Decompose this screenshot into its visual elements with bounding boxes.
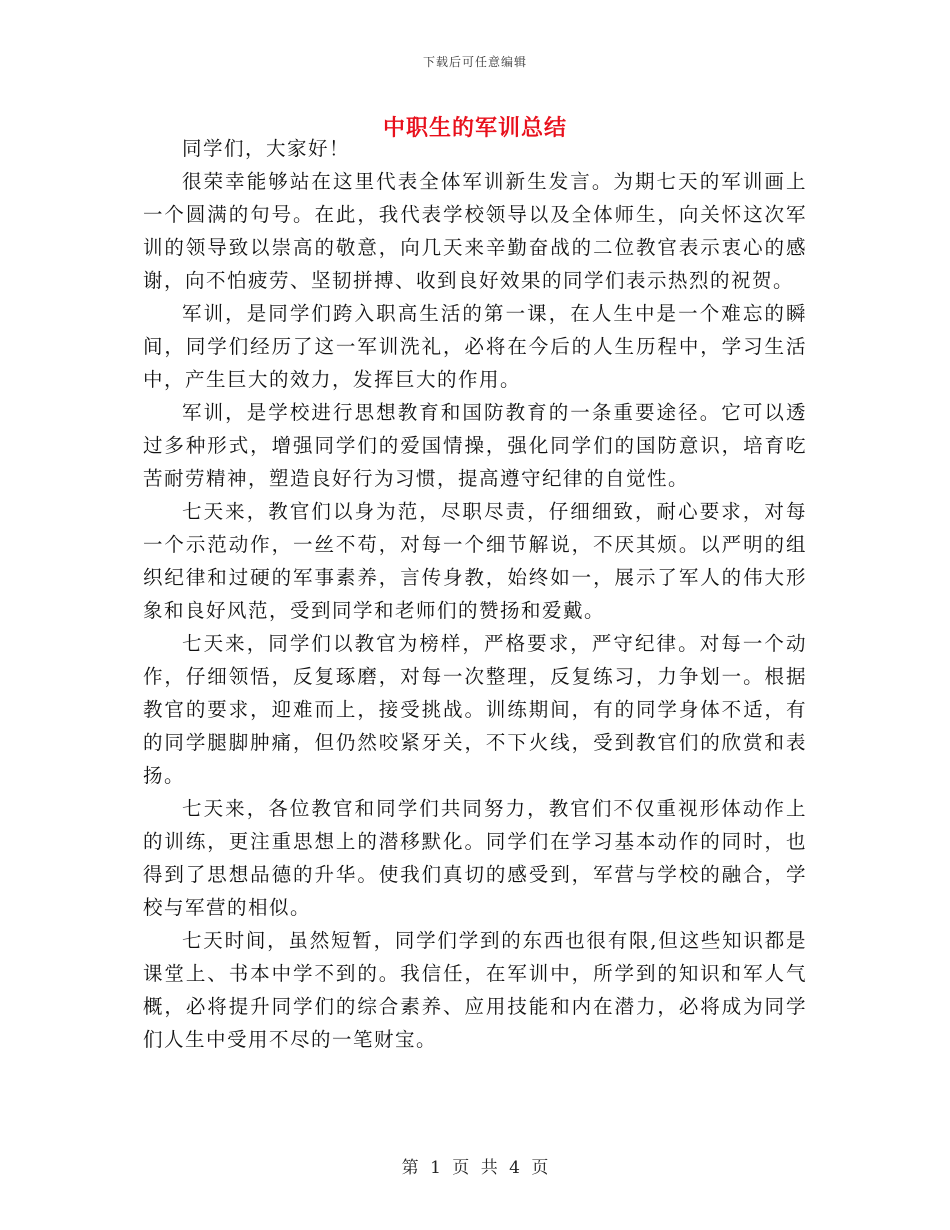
- paragraph-4: 七天来，教官们以身为范，尽职尽责，仔细细致，耐心要求，对每一个示范动作，一丝不苟，对每一个细节解说，不厌其烦。以严明的组织纪律和过硬的军事素养，言传身教，始终如一，展示了军人的伟大形象和良好风范，受到同学和老师们的赞扬和爱戴。: [143, 500, 807, 622]
- header-note: 下载后可任意编辑: [422, 55, 527, 69]
- paragraph-6: 七天来，各位教官和同学们共同努力，教官们不仅重视形体动作上的训练，更注重思想上的潜移默化。同学们在学习基本动作的同时，也得到了思想品德的升华。使我们真切的感受到，军营与学校的融合，学校与军营的相似。: [143, 797, 807, 919]
- document-body: [143, 132, 807, 1056]
- paragraph-7: 七天时间，虽然短暂，同学们学到的东西也很有限,但这些知识都是课堂上、书本中学不到的。我信任，在军训中，所学到的知识和军人气概，必将提升同学们的综合素养、应用技能和内在潜力，必将成为同学们人生中受用不尽的一笔财宝。: [143, 929, 807, 1051]
- paragraph-1: 很荣幸能够站在这里代表全体军训新生发言。为期七天的军训画上一个圆满的句号。在此，我代表学校领导以及全体师生，向关怀这次军训的领导致以崇高的敬意，向几天来辛勤奋战的二位教官表示衷心的感谢，向不怕疲劳、坚韧拼搏、收到良好效果的同学们表示热烈的祝贺。: [143, 170, 807, 292]
- paragraph-2: 军训，是同学们跨入职高生活的第一课，在人生中是一个难忘的瞬间，同学们经历了这一军训洗礼，必将在今后的人生历程中，学习生活中，产生巨大的效力，发挥巨大的作用。: [143, 302, 807, 391]
- paragraph-3: 军训，是学校进行思想教育和国防教育的一条重要途径。它可以透过多种形式，增强同学们的爱国情操，强化同学们的国防意识，培育吃苦耐劳精神，塑造良好行为习惯，提高遵守纪律的自觉性。: [143, 401, 807, 490]
- document-title: 中职生的军训总结: [382, 115, 567, 141]
- greeting: 同学们，大家好！: [182, 137, 351, 160]
- page-number-footer: 第 1 页 共 4 页: [401, 1158, 549, 1178]
- paragraph-5: 七天来，同学们以教官为榜样，严格要求，严守纪律。对每一个动作，仔细领悟，反复琢磨，对每一次整理，反复练习，力争划一。根据教官的要求，迎难而上，接受挑战。训练期间，有的同学身体不适，有的同学腿脚肿痛，但仍然咬紧牙关，不下火线，受到教官们的欣赏和表扬。: [143, 632, 807, 787]
